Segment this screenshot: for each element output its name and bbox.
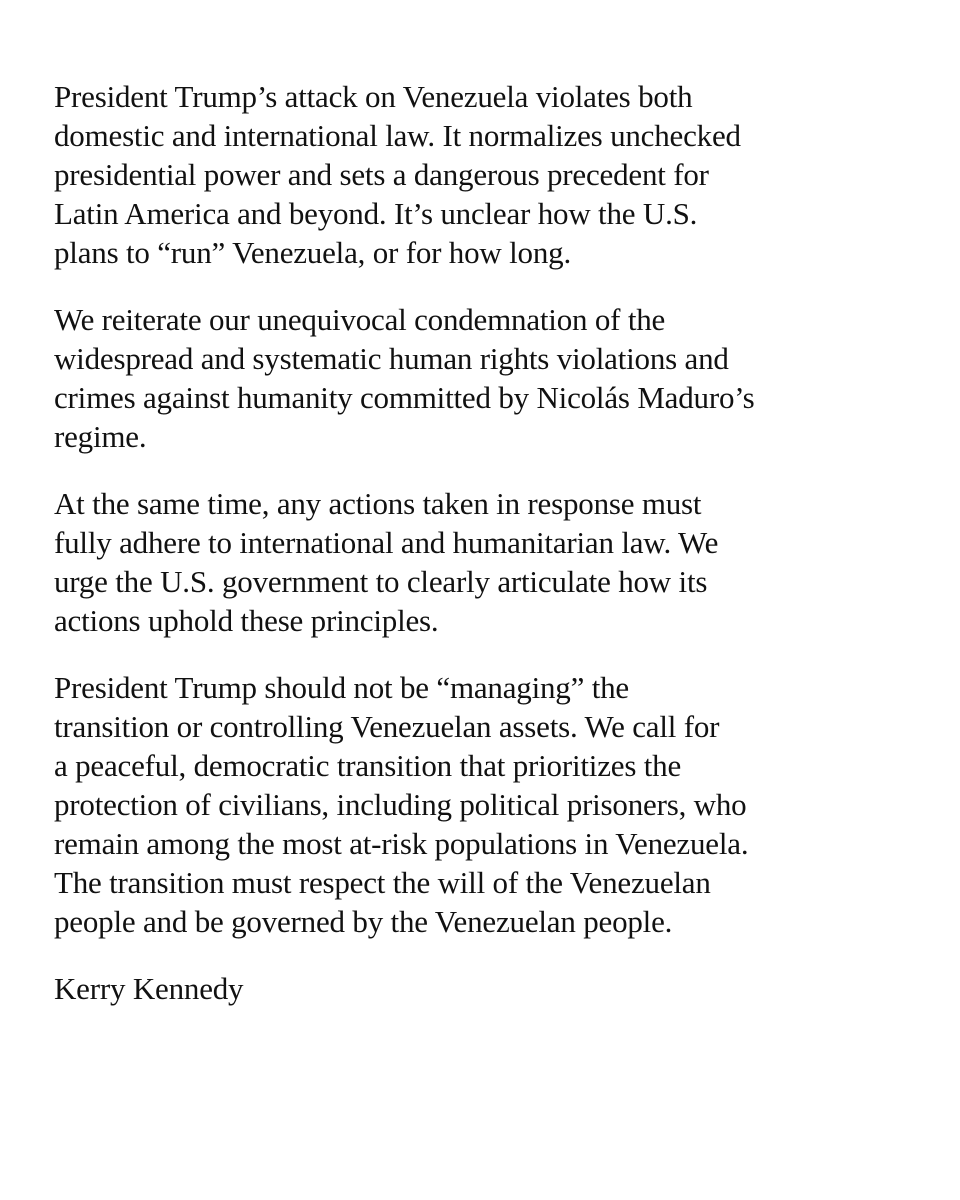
text-line: widespread and systematic human rights violations and xyxy=(54,341,729,376)
paragraph-3 xyxy=(54,484,934,640)
paragraph-1 xyxy=(54,77,934,272)
text-line: actions uphold these principles. xyxy=(54,603,439,638)
signature-name: Kerry Kennedy xyxy=(54,971,244,1006)
text-line: President Trump should not be “managing” the xyxy=(54,670,629,705)
text-line: fully adhere to international and humanitarian law. We xyxy=(54,525,719,560)
text-line: transition or controlling Venezuelan assets. We call for xyxy=(54,709,720,744)
text-line: The transition must respect the will of the Venezuelan xyxy=(54,865,711,900)
text-line: urge the U.S. government to clearly articulate how its xyxy=(54,564,708,599)
text-line: remain among the most at-risk populations in Venezuela. xyxy=(54,826,749,861)
text-line: Latin America and beyond. It’s unclear how the U.S. xyxy=(54,196,698,231)
text-line: domestic and international law. It normalizes unchecked xyxy=(54,118,741,153)
text-line: protection of civilians, including political prisoners, who xyxy=(54,787,747,822)
text-line: plans to “run” Venezuela, or for how long. xyxy=(54,235,572,270)
text-line: a peaceful, democratic transition that prioritizes the xyxy=(54,748,682,783)
paragraph-4 xyxy=(54,668,934,941)
statement-document xyxy=(54,77,934,1036)
signature xyxy=(54,969,934,1008)
text-line: regime. xyxy=(54,419,147,454)
text-line: President Trump’s attack on Venezuela violates both xyxy=(54,79,693,114)
text-line: presidential power and sets a dangerous precedent for xyxy=(54,157,709,192)
text-line: crimes against humanity committed by Nicolás Maduro’s xyxy=(54,380,755,415)
text-line: We reiterate our unequivocal condemnation of the xyxy=(54,302,666,337)
paragraph-2 xyxy=(54,300,934,456)
text-line: At the same time, any actions taken in response must xyxy=(54,486,702,521)
text-line: people and be governed by the Venezuelan people. xyxy=(54,904,673,939)
